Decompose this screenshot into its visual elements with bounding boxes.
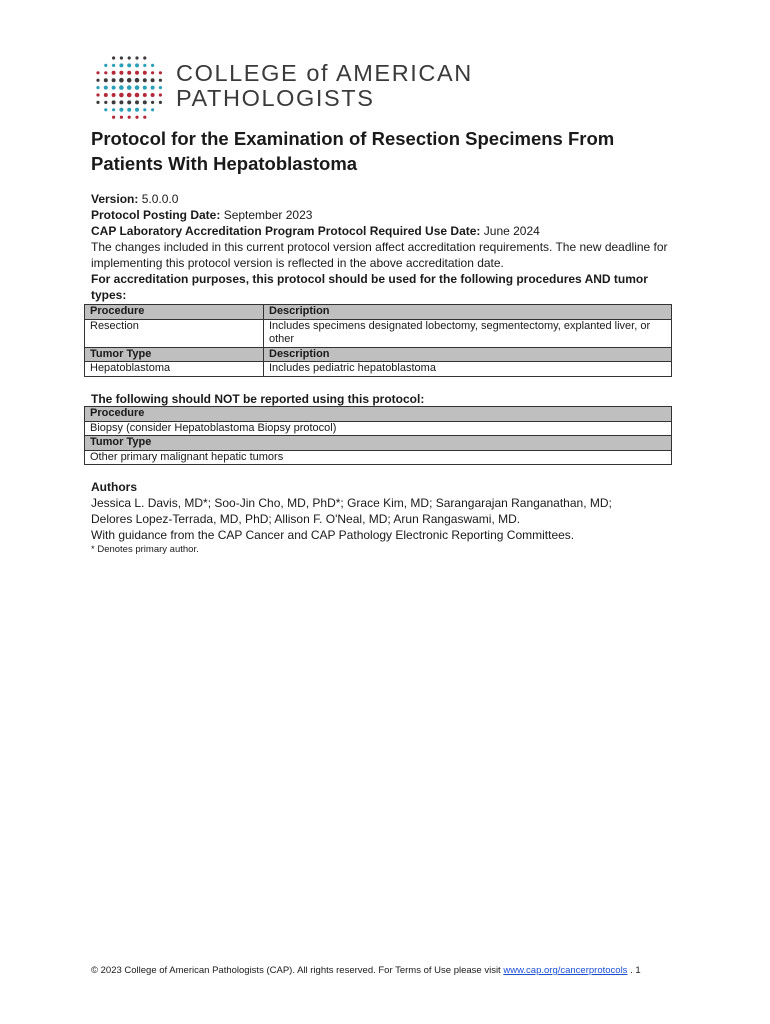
logo-dot [159, 93, 162, 96]
logo-dot [104, 71, 107, 74]
logo-dot [96, 71, 99, 74]
logo-dot [143, 86, 147, 90]
logo-dot [135, 85, 140, 90]
logo-dot [112, 100, 116, 104]
logo-dot [96, 86, 99, 89]
logo-dot [159, 86, 162, 89]
logo-dot [151, 64, 154, 67]
page-title: Protocol for the Examination of Resection Specimens From Patients With Hepatoblastoma [91, 128, 615, 174]
table-header-row [85, 436, 672, 451]
logo-dot [119, 63, 123, 67]
table-row [85, 421, 672, 436]
logo-dot [151, 86, 155, 90]
table-cell: Other primary malignant hepatic tumors [85, 450, 672, 465]
logo-dot [112, 86, 116, 90]
required-date-value: June 2024 [483, 224, 540, 238]
logo-dot [112, 78, 116, 82]
logo-dot [135, 78, 140, 83]
logo-dot [112, 71, 116, 75]
logo-dot [104, 93, 108, 97]
logo-dot [159, 71, 162, 74]
authors-line-2: Delores Lopez-Terrada, MD, PhD; Allison F. O'Neal, MD; Arun Rangaswami, MD. [91, 512, 521, 526]
table-cell: Includes pediatric hepatoblastoma [264, 362, 672, 377]
cap-logo [94, 54, 474, 122]
table-header-cell: Procedure [85, 407, 672, 422]
logo-dot [127, 63, 131, 67]
logo-dot [96, 79, 99, 82]
logo-dot [104, 78, 108, 82]
logo-dot [159, 79, 162, 82]
logo-dot [143, 93, 147, 97]
logo-dot [112, 93, 116, 97]
logo-dot [143, 116, 146, 119]
logo-dot [135, 71, 139, 75]
authors-line-1: Jessica L. Davis, MD*; Soo-Jin Cho, MD, PhD*; Grace Kim, MD; Sarangarajan Ranganathan, MD; [91, 496, 612, 510]
logo-dot [127, 108, 131, 112]
table-header-row [85, 407, 672, 422]
logo-dot [104, 86, 108, 90]
table-header-cell: Tumor Type [85, 347, 264, 362]
logo-line-1: COLLEGE of AMERICAN [176, 60, 473, 86]
logo-dot [112, 116, 115, 119]
logo-dot [135, 116, 138, 119]
logo-dot [143, 108, 146, 111]
logo-dot [104, 101, 107, 104]
table-header-cell: Description [264, 347, 672, 362]
posting-date-label: Protocol Posting Date: [91, 208, 221, 222]
logo-dot [127, 85, 132, 90]
logo-dot [119, 100, 123, 104]
exclusions-table [84, 406, 672, 465]
changes-note: The changes included in this current protocol version affect accreditation requirements. The new deadline for implementing this protocol version is reflected in the above accreditation date. [91, 240, 668, 270]
logo-dot [104, 108, 107, 111]
table-cell: Includes specimens designated lobectomy, segmentectomy, explanted liver, or other [264, 319, 672, 347]
table-cell: Hepatoblastoma [85, 362, 264, 377]
logo-dot [96, 101, 99, 104]
procedures-table [84, 304, 672, 377]
table-row [85, 450, 672, 465]
version-value: 5.0.0.0 [141, 192, 179, 206]
page-footer [91, 965, 691, 976]
logo-dot [128, 116, 131, 119]
logo-dot [143, 100, 147, 104]
not-reported-heading: The following should NOT be reported using this protocol: [91, 392, 425, 406]
logo-dot [119, 108, 123, 112]
logo-line-2: PATHOLOGISTS [176, 85, 375, 111]
logo-dot [119, 78, 124, 83]
authors-section [91, 479, 691, 556]
logo-dot [143, 71, 147, 75]
logo-dot [96, 93, 99, 96]
table-header-row [85, 305, 672, 320]
cancer-protocols-link[interactable]: www.cap.org/cancerprotocols [503, 965, 628, 976]
table-header-cell: Tumor Type [85, 436, 672, 451]
logo-dot [151, 108, 154, 111]
table-header-row [85, 347, 672, 362]
protocol-meta [91, 191, 681, 303]
primary-author-note: * Denotes primary author. [91, 544, 199, 555]
table-header-cell: Description [264, 305, 672, 320]
table-row [85, 362, 672, 377]
logo-dot [127, 71, 131, 75]
table-cell: Biopsy (consider Hepatoblastoma Biopsy protocol) [85, 421, 672, 436]
logo-dot [159, 101, 162, 104]
posting-date-value: September 2023 [223, 208, 313, 222]
logo-dot [135, 63, 139, 67]
logo-dot [135, 93, 140, 98]
logo-dot [151, 101, 154, 104]
authors-guidance: With guidance from the CAP Cancer and CAP Pathology Electronic Reporting Committees. [91, 528, 575, 542]
logo-dot [135, 108, 139, 112]
logo-dot [135, 56, 138, 59]
logo-dot [151, 78, 155, 82]
logo-dot [112, 64, 115, 67]
authors-heading: Authors [91, 480, 137, 494]
logo-dot [119, 93, 124, 98]
table-header-cell: Procedure [85, 305, 264, 320]
logo-dot [143, 64, 146, 67]
logo-dot [143, 56, 146, 59]
logo-dot [135, 100, 139, 104]
logo-dot [120, 116, 123, 119]
required-date-label: CAP Laboratory Accreditation Program Protocol Required Use Date: [91, 224, 481, 238]
logo-dot [151, 71, 154, 74]
logo-dot [151, 93, 155, 97]
logo-dot [120, 56, 123, 59]
accreditation-purpose: For accreditation purposes, this protocol should be used for the following procedures AND tumor types: [91, 272, 648, 302]
logo-dot [119, 71, 123, 75]
version-label: Version: [91, 192, 139, 206]
logo-dot [127, 78, 132, 83]
logo-dot [127, 93, 132, 98]
logo-dot [104, 64, 107, 67]
logo-dot [127, 100, 131, 104]
cap-logo-wordmark [176, 61, 473, 111]
table-row [85, 319, 672, 347]
copyright-text: © 2023 College of American Pathologists (CAP). All rights reserved. For Terms of Use please visit [91, 965, 501, 976]
logo-dot [112, 56, 115, 59]
logo-dot [119, 85, 124, 90]
logo-dot [143, 78, 147, 82]
table-cell: Resection [85, 319, 264, 347]
logo-dot [128, 56, 131, 59]
page-number: . 1 [630, 965, 641, 976]
cap-logo-dots-icon [94, 54, 166, 122]
logo-dot [112, 108, 115, 111]
